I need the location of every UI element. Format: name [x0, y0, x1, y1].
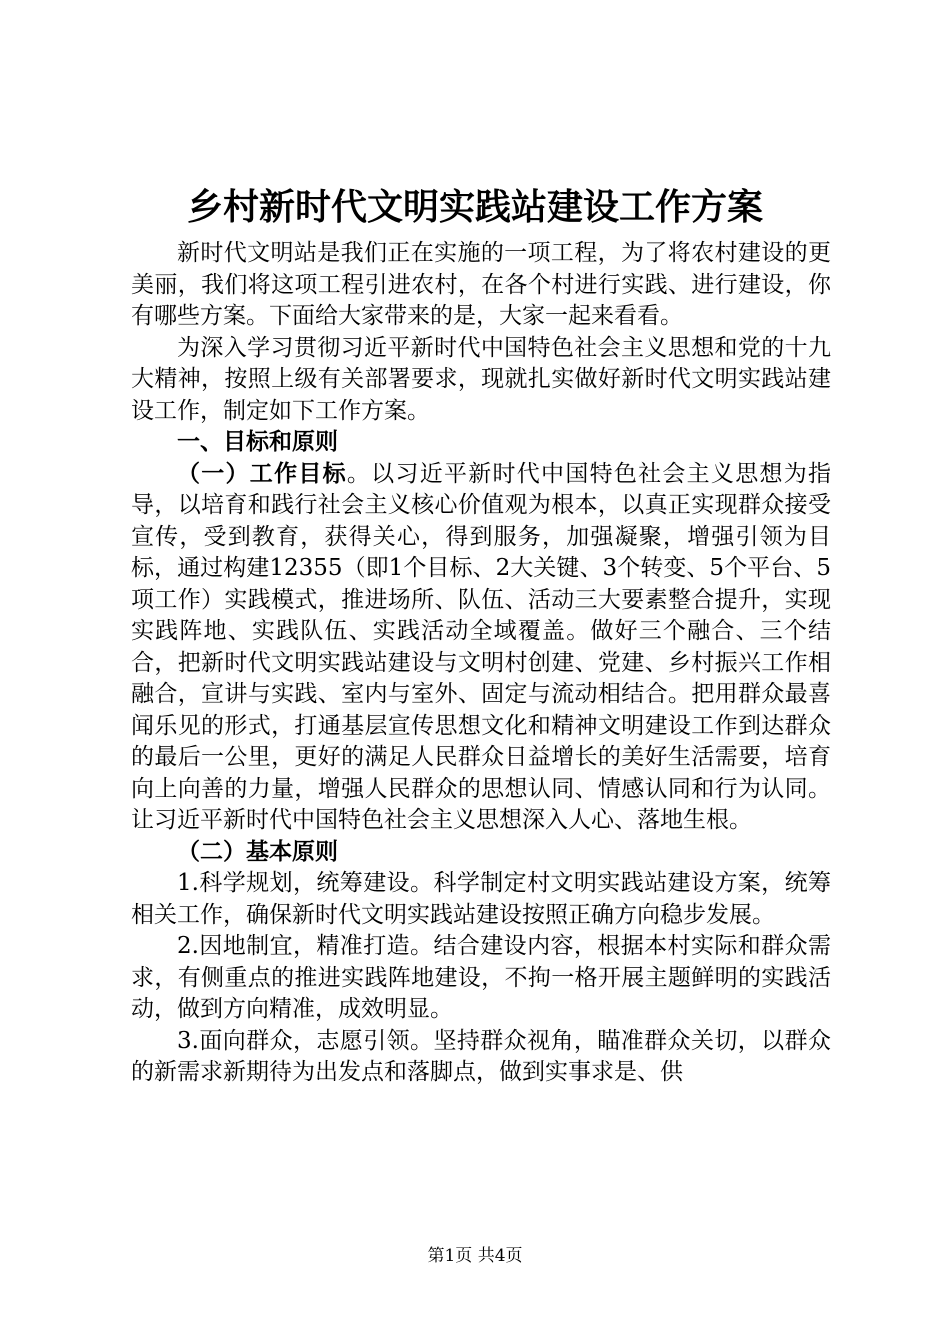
intro-paragraph: 新时代文明站是我们正在实施的一项工程，为了将农村建设的更美丽，我们将这项工程引进农村，在各个村进行实践、进行建设，你有哪些方案。下面给大家带来的是，大家一起来看看。 [131, 240, 831, 329]
principles-heading: （二）基本原则 [177, 838, 338, 865]
goal-paragraph [131, 459, 831, 837]
principle-3: 3.面向群众，志愿引领。坚持群众视角，瞄准群众关切，以群众的新需求新期待为出发点和落脚点，做到实事求是、供 [131, 1027, 831, 1085]
principle-2: 2.因地制宜，精准打造。结合建设内容，根据本村实际和群众需求，有侧重点的推进实践阵地建设，不拘一格开展主题鲜明的实践活动，做到方向精准，成效明显。 [131, 933, 831, 1022]
principle-1: 1.科学规划，统筹建设。科学制定村文明实践站建设方案，统筹相关工作，确保新时代文明实践站建设按照正确方向稳步发展。 [131, 870, 831, 928]
preface-paragraph: 为深入学习贯彻习近平新时代中国特色社会主义思想和党的十九大精神，按照上级有关部署要求，现就扎实做好新时代文明实践站建设工作，制定如下工作方案。 [131, 334, 831, 424]
document-title: 乡村新时代文明实践站建设工作方案 [186, 187, 763, 228]
document-body [131, 238, 831, 1089]
goal-lead: （一）工作目标 [177, 460, 347, 487]
page-footer: 第1页 共4页 [427, 1246, 523, 1266]
section-heading-goals-principles: 一、目标和原则 [177, 429, 338, 455]
goal-text: 。以习近平新时代中国特色社会主义思想为指导，以培育和践行社会主义核心价值观为根本，以真正实现群众接受宣传，受到教育，获得关心，得到服务，加强凝聚，增强引领为目标，通过构建12355（即1个目标、2大关键、3个转变、5个平台、5项工作）实践模式，推进场所、队伍、活动三大要素整合提升，实现实践阵地、实践队伍、实践活动全域覆盖。做好三个融合、三个结合，把新时代文明实践站建设与文明村创建、党建、乡村振兴工作相融合，宣讲与实践、室内与室外、固定与流动相结合。把用群众最喜闻乐见的形式，打通基层宣传思想文化和精神文明建设工作到达群众的最后一公里，更好的满足人民群众日益增长的美好生活需要，培育向上向善的力量，增强人民群众的思想认同、情感认同和行为认同。让习近平新时代中国特色社会主义思想深入人心、落地生根。 [131, 460, 832, 833]
